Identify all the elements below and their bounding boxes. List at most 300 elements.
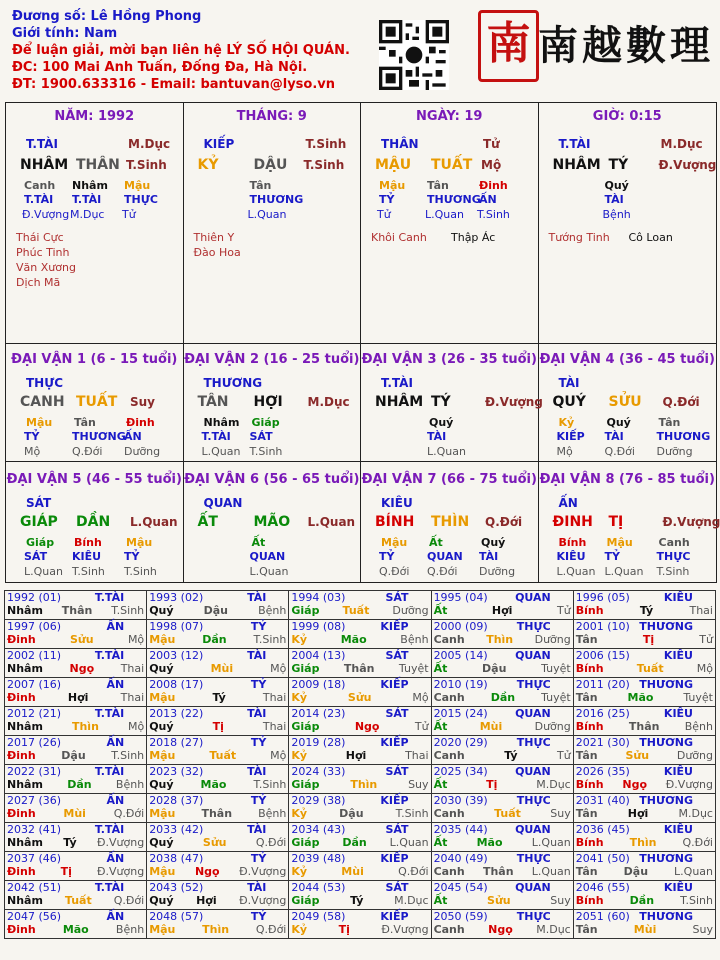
dai-van-cell bbox=[184, 462, 362, 582]
year-row bbox=[5, 823, 716, 852]
year-label: 2020 (29) bbox=[433, 736, 488, 749]
year-label: 1992 (01) bbox=[7, 591, 62, 604]
year-god: SÁT bbox=[385, 707, 409, 720]
year-branch: Dần bbox=[342, 836, 367, 849]
year-line-2 bbox=[576, 836, 713, 849]
dai-van-cell bbox=[539, 342, 717, 462]
year-stem: Canh bbox=[433, 807, 465, 820]
year-stem: Mậu bbox=[149, 749, 176, 762]
year-stem: Quý bbox=[149, 894, 174, 907]
year-stem: Giáp bbox=[291, 662, 320, 675]
year-branch: Tý bbox=[350, 894, 364, 907]
year-phase: Tuyệt bbox=[683, 691, 713, 704]
dai-van-stem: ẤT bbox=[197, 514, 218, 530]
dai-van-hidden-stem: Giáp bbox=[251, 416, 280, 429]
dai-van-hidden-god: KIÊU bbox=[556, 550, 586, 563]
year-line-2 bbox=[7, 836, 144, 849]
year-phase: Tuyệt bbox=[541, 662, 571, 675]
dai-van-hidden-phase: L.Quan bbox=[201, 445, 241, 458]
year-line-1 bbox=[149, 910, 286, 923]
dai-van-hidden-god: SÁT bbox=[249, 430, 273, 443]
year-god: THƯƠNG bbox=[639, 620, 693, 633]
dai-van-grid bbox=[5, 342, 720, 583]
address: ĐC: 100 Mai Anh Tuấn, Đống Đa, Hà Nội. bbox=[12, 60, 308, 75]
year-label: 2040 (49) bbox=[433, 852, 488, 865]
pillar-phase-top: M.Dục bbox=[660, 137, 703, 151]
year-cell bbox=[431, 823, 573, 852]
dai-van-hidden-phase: Q.Đới bbox=[72, 445, 103, 458]
year-stem: Tân bbox=[575, 749, 598, 762]
year-stem: Canh bbox=[433, 923, 465, 936]
year-line-2 bbox=[149, 807, 286, 820]
hidden-stem: Đinh bbox=[479, 179, 508, 192]
year-line-1 bbox=[149, 678, 286, 691]
year-phase: Đ.Vượng bbox=[665, 778, 713, 791]
year-label: 2011 (20) bbox=[575, 678, 630, 691]
year-label: 2027 (36) bbox=[7, 794, 62, 807]
year-stem: Bính bbox=[575, 778, 604, 791]
year-god: KIÊU bbox=[663, 881, 693, 894]
year-branch: Tuất bbox=[64, 894, 92, 907]
year-branch: Thân bbox=[628, 720, 660, 733]
year-god: ẤN bbox=[106, 678, 125, 691]
year-label: 2033 (42) bbox=[149, 823, 204, 836]
year-god: KIẾP bbox=[380, 794, 409, 807]
year-cell bbox=[431, 910, 573, 939]
dai-van-phase: L.Quan bbox=[307, 515, 356, 529]
year-branch: Dậu bbox=[482, 662, 507, 675]
year-phase: Bệnh bbox=[684, 720, 713, 733]
year-stem: Quý bbox=[149, 662, 174, 675]
year-line-1 bbox=[291, 794, 428, 807]
year-line-1 bbox=[291, 910, 428, 923]
year-phase: Bệnh bbox=[258, 604, 287, 617]
dai-van-phase: Q.Đới bbox=[485, 515, 523, 529]
dai-van-title: ĐẠI VẬN 7 (66 - 75 tuổi) bbox=[361, 472, 537, 487]
year-stem: Đinh bbox=[7, 749, 36, 762]
pillar-phase: Mộ bbox=[481, 158, 502, 172]
year-line-1 bbox=[576, 591, 713, 604]
year-god: TỶ bbox=[250, 736, 267, 749]
year-branch: Ngọ bbox=[488, 923, 513, 936]
year-cell bbox=[431, 620, 573, 649]
hidden-stem: Quý bbox=[604, 179, 629, 192]
year-branch: Tuất bbox=[494, 807, 521, 820]
year-line-1 bbox=[291, 881, 428, 894]
year-branch: Tị bbox=[60, 865, 72, 878]
year-cell bbox=[147, 910, 289, 939]
year-god: SÁT bbox=[385, 765, 409, 778]
year-line-1 bbox=[434, 794, 571, 807]
year-god: THỰC bbox=[516, 620, 551, 633]
year-cell bbox=[5, 736, 147, 765]
year-line-1 bbox=[576, 823, 713, 836]
hidden-god: T.TÀI bbox=[24, 193, 54, 206]
year-phase: Mộ bbox=[412, 691, 429, 704]
year-god: QUAN bbox=[515, 765, 551, 778]
year-line-1 bbox=[7, 881, 144, 894]
year-label: 2000 (09) bbox=[433, 620, 488, 633]
year-line-2 bbox=[7, 662, 144, 675]
year-god: TÀI bbox=[247, 881, 267, 894]
year-god: KIÊU bbox=[663, 591, 693, 604]
dai-van-hidden-phase: Q.Đới bbox=[604, 445, 635, 458]
dai-van-hidden-god: TỶ bbox=[124, 550, 140, 563]
year-stem: Ất bbox=[433, 836, 448, 849]
year-line-2 bbox=[576, 894, 713, 907]
year-branch: Ngọ bbox=[354, 720, 380, 733]
dai-van-hidden-god: TÀI bbox=[479, 550, 499, 563]
year-cell bbox=[5, 765, 147, 794]
dai-van-phase: Đ.Vượng bbox=[662, 515, 720, 529]
year-cell bbox=[289, 736, 431, 765]
year-line-1 bbox=[434, 649, 571, 662]
year-label: 2008 (17) bbox=[149, 678, 204, 691]
year-line-1 bbox=[149, 794, 286, 807]
year-stem: Nhâm bbox=[7, 894, 43, 907]
year-god: T.TÀI bbox=[94, 707, 125, 720]
year-branch: Tuất bbox=[636, 662, 664, 675]
year-label: 2005 (14) bbox=[433, 649, 488, 662]
year-god: THỰC bbox=[516, 736, 551, 749]
dai-van-cell bbox=[6, 462, 184, 582]
year-label: 2042 (51) bbox=[7, 881, 62, 894]
year-branch: Hợi bbox=[491, 604, 513, 617]
pillar-cell bbox=[361, 103, 539, 343]
year-line-2 bbox=[291, 807, 428, 820]
year-cell bbox=[431, 678, 573, 707]
year-phase: Thai bbox=[262, 720, 287, 733]
year-stem: Ất bbox=[433, 604, 448, 617]
year-stem: Canh bbox=[433, 749, 465, 762]
year-cell bbox=[147, 823, 289, 852]
year-line-1 bbox=[7, 707, 144, 720]
pillar-stem: MẬU bbox=[375, 157, 412, 173]
year-cell bbox=[431, 707, 573, 736]
year-line-1 bbox=[576, 881, 713, 894]
year-phase: Mộ bbox=[270, 662, 287, 675]
year-cell bbox=[573, 591, 715, 620]
year-stem: Đinh bbox=[7, 633, 36, 646]
hidden-stem: Tân bbox=[249, 179, 272, 192]
year-label: 2051 (60) bbox=[575, 910, 630, 923]
year-phase: T.Sinh bbox=[111, 749, 145, 762]
year-branch: Mão bbox=[476, 836, 503, 849]
year-branch: Tị bbox=[486, 778, 498, 791]
dai-van-cell bbox=[361, 462, 539, 582]
year-line-1 bbox=[434, 591, 571, 604]
year-line-2 bbox=[576, 807, 713, 820]
year-cell bbox=[573, 823, 715, 852]
year-label: 2029 (38) bbox=[291, 794, 346, 807]
year-stem: Kỷ bbox=[291, 865, 308, 878]
year-branch: Hợi bbox=[345, 749, 367, 762]
year-stem: Đinh bbox=[7, 923, 36, 936]
year-cell bbox=[431, 591, 573, 620]
year-phase: Đ.Vượng bbox=[239, 865, 287, 878]
year-branch: Dần bbox=[202, 633, 227, 646]
year-phase: T.Sinh bbox=[395, 807, 429, 820]
year-stem: Quý bbox=[149, 778, 174, 791]
year-branch: Tý bbox=[63, 836, 77, 849]
year-phase: T.Sinh bbox=[111, 604, 145, 617]
year-phase: Bệnh bbox=[115, 778, 145, 791]
year-line-1 bbox=[149, 707, 286, 720]
year-stem: Canh bbox=[433, 691, 465, 704]
year-god: THƯƠNG bbox=[639, 678, 693, 691]
year-god: TỶ bbox=[250, 620, 267, 633]
year-phase: Bệnh bbox=[115, 923, 145, 936]
year-row bbox=[5, 707, 716, 736]
year-branch: Thân bbox=[343, 662, 375, 675]
dai-van-hidden-stem: Kỷ bbox=[558, 416, 575, 429]
year-line-2 bbox=[434, 836, 571, 849]
gender: Giới tính: Nam bbox=[12, 26, 118, 41]
year-label: 1998 (07) bbox=[149, 620, 204, 633]
year-label: 2026 (35) bbox=[575, 765, 630, 778]
year-branch: Sửu bbox=[625, 749, 650, 762]
dai-van-god: TÀI bbox=[558, 376, 580, 390]
dai-van-hidden-stem: Ất bbox=[429, 536, 443, 549]
year-label: 2039 (48) bbox=[291, 852, 346, 865]
year-phase: Dưỡng bbox=[534, 720, 571, 733]
year-phase: Thai bbox=[405, 749, 429, 762]
year-line-2 bbox=[7, 807, 144, 820]
year-cell bbox=[147, 881, 289, 910]
year-line-2 bbox=[149, 894, 286, 907]
year-god: KIÊU bbox=[663, 707, 693, 720]
dai-van-title: ĐẠI VẬN 6 (56 - 65 tuổi) bbox=[184, 472, 360, 487]
year-god: QUAN bbox=[515, 823, 551, 836]
year-branch: Thìn bbox=[486, 633, 514, 646]
year-line-1 bbox=[434, 707, 571, 720]
star-name: Đào Hoa bbox=[193, 246, 241, 259]
year-label: 2050 (59) bbox=[433, 910, 488, 923]
year-line-2 bbox=[149, 720, 286, 733]
year-cell bbox=[573, 736, 715, 765]
year-god: QUAN bbox=[515, 707, 551, 720]
year-cell bbox=[147, 620, 289, 649]
year-line-1 bbox=[434, 736, 571, 749]
year-label: 2004 (13) bbox=[291, 649, 346, 662]
year-branch: Thìn bbox=[629, 836, 657, 849]
dai-van-hidden-god: QUAN bbox=[249, 550, 286, 563]
year-label: 2044 (53) bbox=[291, 881, 346, 894]
hidden-phase: L.Quan bbox=[425, 208, 464, 221]
year-branch: Tuất bbox=[342, 604, 370, 617]
year-line-2 bbox=[291, 778, 428, 791]
dai-van-hidden-god: TỶ bbox=[24, 430, 40, 443]
year-cell bbox=[289, 649, 431, 678]
year-label: 2017 (26) bbox=[7, 736, 62, 749]
dai-van-god: T.TÀI bbox=[381, 376, 413, 390]
dai-van-title: ĐẠI VẬN 8 (76 - 85 tuổi) bbox=[539, 472, 715, 487]
dai-van-branch: TUẤT bbox=[76, 394, 118, 410]
year-stem: Tân bbox=[575, 807, 598, 820]
year-branch: Dậu bbox=[623, 865, 649, 878]
year-line-1 bbox=[434, 765, 571, 778]
pillar-cell bbox=[539, 103, 717, 343]
year-phase: Suy bbox=[692, 923, 713, 936]
dai-van-hidden-god: THƯƠNG bbox=[72, 430, 126, 443]
year-stem: Nhâm bbox=[7, 720, 43, 733]
year-line-2 bbox=[7, 604, 144, 617]
year-line-2 bbox=[7, 691, 144, 704]
year-branch: Hợi bbox=[196, 894, 217, 907]
year-phase: Mộ bbox=[127, 720, 145, 733]
seal-character: 南 bbox=[486, 18, 531, 69]
year-label: 2023 (32) bbox=[149, 765, 204, 778]
dai-van-stem: TÂN bbox=[197, 394, 229, 410]
year-line-2 bbox=[434, 807, 571, 820]
year-god: THƯƠNG bbox=[639, 852, 693, 865]
qr-code-icon bbox=[379, 20, 449, 90]
dai-van-hidden-stem: Bính bbox=[558, 536, 587, 549]
dai-van-stem: NHÂM bbox=[375, 394, 424, 410]
dai-van-title: ĐẠI VẬN 1 (6 - 15 tuổi) bbox=[11, 352, 178, 367]
year-branch: Thân bbox=[482, 865, 514, 878]
year-cell bbox=[573, 707, 715, 736]
pillar-phase-top: M.Dục bbox=[128, 137, 171, 151]
dai-van-hidden-god: QUAN bbox=[427, 550, 463, 563]
dai-van-stem: CANH bbox=[20, 394, 65, 410]
star-name: Văn Xương bbox=[16, 261, 76, 274]
dai-van-hidden-god: ẤN bbox=[124, 430, 142, 443]
year-cell bbox=[147, 736, 289, 765]
red-seal-logo bbox=[478, 10, 539, 82]
year-god: ẤN bbox=[106, 736, 125, 749]
year-line-1 bbox=[434, 823, 571, 836]
year-phase: Đ.Vượng bbox=[239, 894, 287, 907]
year-line-2 bbox=[291, 894, 428, 907]
year-label: 2047 (56) bbox=[7, 910, 62, 923]
year-cell bbox=[431, 794, 573, 823]
year-line-2 bbox=[7, 923, 144, 936]
dai-van-hidden-god: TỶ bbox=[604, 550, 620, 563]
hidden-god: THỰC bbox=[124, 193, 158, 206]
year-cell bbox=[573, 678, 715, 707]
year-god: SÁT bbox=[385, 881, 409, 894]
year-god: TÀI bbox=[247, 591, 267, 604]
dai-van-title: ĐẠI VẬN 2 (16 - 25 tuổi) bbox=[184, 352, 360, 367]
year-phase: M.Dục bbox=[536, 923, 571, 936]
year-branch: Tý bbox=[639, 604, 654, 617]
year-stem: Ất bbox=[433, 720, 448, 733]
year-stem: Tân bbox=[575, 865, 598, 878]
year-line-2 bbox=[576, 865, 713, 878]
year-cell bbox=[5, 620, 147, 649]
dai-van-hidden-god: KIÊU bbox=[72, 550, 102, 563]
year-line-2 bbox=[149, 778, 286, 791]
year-line-1 bbox=[291, 852, 428, 865]
header-info bbox=[12, 8, 350, 93]
year-stem: Ất bbox=[433, 894, 448, 907]
year-cell bbox=[289, 678, 431, 707]
hidden-stem: Canh bbox=[24, 179, 56, 192]
year-god: QUAN bbox=[515, 649, 551, 662]
hidden-phase: Bệnh bbox=[602, 208, 631, 221]
star-name: Thiên Y bbox=[193, 231, 235, 244]
year-god: ẤN bbox=[106, 794, 125, 807]
year-line-1 bbox=[576, 678, 713, 691]
pillar-branch: TÝ bbox=[608, 157, 629, 173]
year-cell bbox=[5, 649, 147, 678]
year-stem: Canh bbox=[433, 865, 465, 878]
year-god: T.TÀI bbox=[94, 881, 125, 894]
year-line-2 bbox=[576, 662, 713, 675]
year-line-1 bbox=[291, 678, 428, 691]
year-line-1 bbox=[291, 765, 428, 778]
year-line-1 bbox=[576, 765, 713, 778]
year-god: KIÊU bbox=[663, 649, 693, 662]
dai-van-hidden-god: TỶ bbox=[379, 550, 395, 563]
year-stem: Bính bbox=[575, 604, 604, 617]
year-phase: M.Dục bbox=[394, 894, 429, 907]
year-line-2 bbox=[434, 778, 571, 791]
dai-van-hidden-phase: L.Quan bbox=[427, 445, 466, 458]
year-stem: Giáp bbox=[291, 836, 320, 849]
pillar-phase-top: T.Sinh bbox=[305, 137, 347, 151]
year-stem: Tân bbox=[575, 633, 598, 646]
year-stem: Ất bbox=[433, 662, 448, 675]
year-line-2 bbox=[576, 604, 713, 617]
year-line-2 bbox=[291, 720, 428, 733]
star-name: Dịch Mã bbox=[16, 276, 61, 289]
year-branch: Thìn bbox=[71, 720, 99, 733]
year-line-2 bbox=[576, 923, 713, 936]
dai-van-branch: TỊ bbox=[608, 514, 624, 530]
year-cell bbox=[573, 649, 715, 678]
year-line-2 bbox=[576, 691, 713, 704]
year-branch: Mùi bbox=[341, 865, 364, 878]
year-cell bbox=[5, 910, 147, 939]
year-phase: Mộ bbox=[270, 749, 287, 762]
year-stem: Kỷ bbox=[291, 807, 308, 820]
pillar-god: THÂN bbox=[381, 137, 419, 151]
year-line-2 bbox=[7, 894, 144, 907]
dai-van-hidden-stem: Mậu bbox=[381, 536, 408, 549]
dai-van-hidden-stem: Mậu bbox=[26, 416, 53, 429]
year-phase: Q.Đới bbox=[113, 807, 145, 820]
year-cell bbox=[147, 678, 289, 707]
year-stem: Quý bbox=[149, 836, 174, 849]
dai-van-phase: Q.Đới bbox=[662, 395, 700, 409]
year-label: 2009 (18) bbox=[291, 678, 346, 691]
year-phase: Tuyệt bbox=[398, 662, 429, 675]
year-branch: Sửu bbox=[487, 894, 511, 907]
year-cell bbox=[5, 591, 147, 620]
dai-van-hidden-phase: Q.Đới bbox=[379, 565, 410, 578]
year-label: 2032 (41) bbox=[7, 823, 62, 836]
year-phase: Tuyệt bbox=[541, 691, 571, 704]
year-god: T.TÀI bbox=[94, 765, 125, 778]
dai-van-title: ĐẠI VẬN 3 (26 - 35 tuổi) bbox=[361, 352, 537, 367]
year-branch: Thân bbox=[61, 604, 93, 617]
hidden-stem: Tân bbox=[427, 179, 449, 192]
year-line-2 bbox=[291, 633, 428, 646]
year-row bbox=[5, 591, 716, 620]
year-row bbox=[5, 765, 716, 794]
year-cell bbox=[5, 707, 147, 736]
year-branch: Mùi bbox=[479, 720, 503, 733]
dai-van-branch: SỬU bbox=[608, 394, 642, 410]
year-stem: Bính bbox=[575, 720, 604, 733]
year-branch: Mão bbox=[340, 633, 367, 646]
year-line-2 bbox=[149, 633, 286, 646]
year-line-1 bbox=[576, 620, 713, 633]
year-label: 1999 (08) bbox=[291, 620, 346, 633]
year-cell bbox=[289, 823, 431, 852]
